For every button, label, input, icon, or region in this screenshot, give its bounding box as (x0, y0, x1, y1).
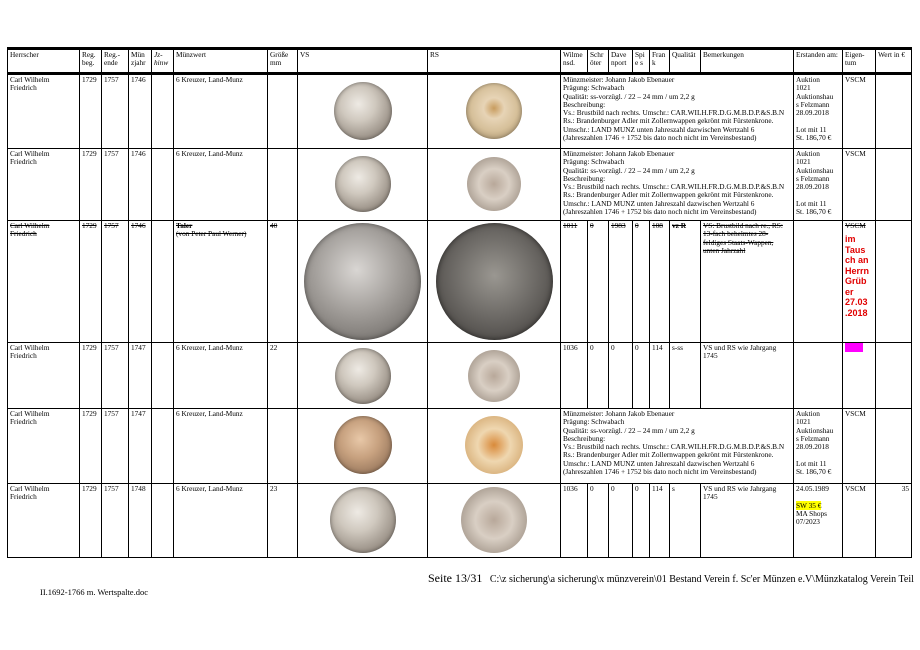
schroeter-cell: 0 (588, 484, 609, 558)
muenzjahr-cell: 1746 (129, 149, 152, 221)
qualitaet-cell: vz R (670, 221, 701, 343)
wilmensd-cell: 1011 (561, 221, 588, 343)
bemerkung-line: (Jahreszahlen 1746 + 1752 bis dato noch nicht im Vereinsbestand) (563, 467, 757, 477)
muenzjahr-cell: 1748 (129, 484, 152, 558)
eigentum-cell: VSCM (843, 74, 876, 149)
frank-cell: 108 (650, 221, 670, 343)
erstanden-line: 07/2023 (796, 517, 820, 527)
col-jz-hinw: Jz-hinw (152, 49, 174, 74)
bemerkung-line: Beschreibung: (563, 173, 606, 183)
muenzwert-cell: 6 Kreuzer, Land-Munz (174, 74, 268, 149)
reg-beg-cell: 1729 (80, 74, 102, 149)
bemerkung-line: Prägung: Schwabach (563, 83, 625, 93)
erstanden-line: 28.09.2018 (796, 442, 829, 452)
rs-image-cell (428, 484, 561, 558)
col-qualitaet: Qualität (670, 49, 701, 74)
col-muenzjahr: Mün zjahr (129, 49, 152, 74)
wert-cell (876, 149, 912, 221)
col-wert: Wert in € (876, 49, 912, 74)
table-row (8, 149, 912, 221)
reg-ende-cell: 1757 (102, 221, 129, 343)
rs-image-cell (428, 74, 561, 149)
header-row (8, 49, 912, 74)
wert-cell (876, 409, 912, 484)
vs-image-cell (298, 149, 428, 221)
erstanden-line: MA Shops (796, 508, 828, 518)
eigentum-label: GDV (846, 343, 862, 352)
erstanden-line: Lot mit 11 (796, 198, 827, 208)
coin-obverse-image (334, 416, 392, 474)
reg-ende-cell: 1757 (102, 484, 129, 558)
tausch-note (845, 234, 873, 318)
schroeter-cell: 0 (588, 343, 609, 409)
col-reg-ende: Reg.-ende (102, 49, 129, 74)
vs-image-cell (298, 343, 428, 409)
wert-cell (876, 221, 912, 343)
table-row (8, 74, 912, 149)
erstanden-line: St. 186,70 € (796, 133, 832, 143)
col-frank: Fran k (650, 49, 670, 74)
bemerkung-line: Rs.: Brandenburger Adler mit Zollernwappen gekrönt mit Fürstenkrone. (563, 116, 774, 126)
reg-beg-cell: 1729 (80, 484, 102, 558)
col-spies: Spie s (633, 49, 650, 74)
bemerkung-line: Beschreibung: (563, 99, 606, 109)
erstanden-line: 1021 (796, 157, 811, 167)
erstanden-cell (794, 74, 843, 149)
bemerkungen-cell (561, 149, 794, 221)
erstanden-line: Auktion (796, 75, 820, 84)
col-rs: RS (428, 49, 561, 74)
bemerkung-line: Prägung: Schwabach (563, 417, 625, 427)
davenport-cell: 0 (609, 343, 633, 409)
herrscher-cell: Carl Wilhelm Friedrich (8, 149, 80, 221)
bemerkungen-cell (561, 409, 794, 484)
spies-cell: 0 (633, 221, 650, 343)
reg-ende-cell: 1757 (102, 343, 129, 409)
groesse-cell (268, 149, 298, 221)
erstanden-line: Lot mit 11 (796, 124, 827, 134)
bemerkung-line: Qualität: ss-vorzügl. / 22 – 24 mm / um 2,2 g (563, 91, 695, 101)
erstanden-line: St. 186,70 € (796, 207, 832, 217)
reg-ende-cell: 1757 (102, 74, 129, 149)
erstanden-line: s Felzmann (796, 173, 830, 183)
erstanden-line: s Felzmann (796, 433, 830, 443)
erstanden-cell (794, 484, 843, 558)
rs-image-cell (428, 149, 561, 221)
muenzwert-cell: 6 Kreuzer, Land-Munz (174, 343, 268, 409)
herrscher-cell: Carl Wilhelm Friedrich (8, 409, 80, 484)
coin-reverse-image (436, 223, 553, 340)
col-erstanden: Erstanden am: (794, 49, 843, 74)
muenzwert-cell: 6 Kreuzer, Land-Munz (174, 409, 268, 484)
bemerkung-line: Münzmeister: Johann Jakob Ebenauer (563, 149, 675, 158)
coin-obverse-image (334, 82, 392, 140)
bemerkungen-cell (561, 74, 794, 149)
vs-image-cell (298, 484, 428, 558)
herrscher-cell: Carl Wilhelm Friedrich (8, 221, 80, 343)
groesse-cell: 23 (268, 484, 298, 558)
file-path: C:\z sicherung\a sicherung\x münzverein\01 Bestand Verein f. Sc'er Münzen e.V\Münzkatalog Verein Teil (489, 574, 914, 585)
coin-reverse-image (468, 350, 520, 402)
reg-ende-cell: 1757 (102, 149, 129, 221)
coin-reverse-image (465, 416, 523, 474)
erstanden-line: 28.09.2018 (796, 108, 829, 118)
col-schroeter: Schr öter (588, 49, 609, 74)
erstanden-cell (794, 343, 843, 409)
tausch-line: Taus (845, 244, 866, 255)
coin-obverse-image (330, 487, 396, 553)
bemerkung-line: Münzmeister: Johann Jakob Ebenauer (563, 409, 675, 418)
schroeter-cell: 0 (588, 221, 609, 343)
frank-cell: 114 (650, 343, 670, 409)
muenzwert-label: Taler (176, 221, 193, 230)
vs-image-cell (298, 221, 428, 343)
coin-obverse-image (335, 156, 391, 212)
muenzjahr-cell: 1747 (129, 343, 152, 409)
bemerkungen-cell: VS und RS wie Jahrgang 1745 (701, 343, 794, 409)
col-reg-beg: Reg. beg. (80, 49, 102, 74)
reg-beg-cell: 1729 (80, 221, 102, 343)
bemerkungen-cell: VS: Brustbild nach re., RS: 13-fach behelmtes 28-feldiges Staats-Wappen, unten Jahrzahl (701, 221, 794, 343)
muenzwert-cell (174, 221, 268, 343)
spies-cell: 0 (633, 343, 650, 409)
erstanden-line: Auktionshau (796, 425, 834, 435)
jz-hinw-cell (152, 149, 174, 221)
reg-ende-cell: 1757 (102, 409, 129, 484)
page-footer (428, 571, 914, 586)
erstanden-line: 28.09.2018 (796, 182, 829, 192)
qualitaet-cell: s (670, 484, 701, 558)
davenport-cell: 0 (609, 484, 633, 558)
rs-image-cell (428, 409, 561, 484)
eigentum-cell (843, 343, 876, 409)
tausch-line: er (845, 286, 854, 297)
tausch-line: ch an (845, 255, 869, 266)
tausch-line: Herrn (845, 265, 870, 276)
herrscher-cell: Carl Wilhelm Friedrich (8, 484, 80, 558)
tausch-line: Grüb (845, 276, 867, 287)
groesse-cell (268, 74, 298, 149)
col-bemerkungen: Bemerkungen (701, 49, 794, 74)
groesse-cell: 22 (268, 343, 298, 409)
erstanden-line: Auktionshau (796, 165, 834, 175)
jz-hinw-cell (152, 343, 174, 409)
col-vs: VS (298, 49, 428, 74)
muenzjahr-cell: 1746 (129, 221, 152, 343)
coin-reverse-image (467, 157, 521, 211)
coin-reverse-image (466, 83, 522, 139)
bemerkung-line: Rs.: Brandenburger Adler mit Zollernwappen gekrönt mit Fürstenkrone. (563, 190, 774, 200)
muenzwert-cell: 6 Kreuzer, Land-Munz (174, 149, 268, 221)
col-herrscher: Herrscher (8, 49, 80, 74)
wert-cell (876, 74, 912, 149)
vs-image-cell (298, 74, 428, 149)
bemerkung-line: Münzmeister: Johann Jakob Ebenauer (563, 75, 675, 84)
col-davenport: Dave nport (609, 49, 633, 74)
reg-beg-cell: 1729 (80, 149, 102, 221)
table-row (8, 484, 912, 558)
bemerkung-line: (Jahreszahlen 1746 + 1752 bis dato noch nicht im Vereinsbestand) (563, 207, 757, 217)
bemerkung-line: Prägung: Schwabach (563, 157, 625, 167)
tausch-line: im (845, 234, 856, 245)
rs-image-cell (428, 343, 561, 409)
herrscher-cell: Carl Wilhelm Friedrich (8, 343, 80, 409)
erstanden-line: St. 186,70 € (796, 467, 832, 477)
page-number: Seite 13/31 (428, 571, 483, 585)
qualitaet-cell: s-ss (670, 343, 701, 409)
eigentum-cell: VSCM (843, 484, 876, 558)
erstanden-line: Auktion (796, 409, 820, 418)
frank-cell: 114 (650, 484, 670, 558)
bemerkung-line: Rs.: Brandenburger Adler mit Zollernwappen gekrönt mit Fürstenkrone. (563, 450, 774, 460)
eigentum-label: VSCM (845, 221, 866, 230)
muenzjahr-cell: 1746 (129, 74, 152, 149)
file-path-continued: II.1692-1766 m. Wertspalte.doc (40, 587, 148, 597)
davenport-cell: 1983 (609, 221, 633, 343)
bemerkung-line: Beschreibung: (563, 433, 606, 443)
col-muenzwert: Münzwert (174, 49, 268, 74)
col-eigentum: Eigen-tum (843, 49, 876, 74)
eigentum-cell (843, 221, 876, 343)
coin-obverse-image (304, 223, 421, 340)
bemerkung-line: Umschr.: LAND MUNZ unten Jahreszahl dazwischen Wertzahl 6 (563, 458, 755, 468)
wert-cell (876, 343, 912, 409)
reg-beg-cell: 1729 (80, 343, 102, 409)
erstanden-cell (794, 221, 843, 343)
spies-cell: 0 (633, 484, 650, 558)
bemerkung-line: Umschr.: LAND MUNZ unten Jahreszahl dazwischen Wertzahl 6 (563, 124, 755, 134)
jz-hinw-cell (152, 74, 174, 149)
erstanden-date: 24.05.1989 (796, 484, 829, 493)
catalog-page (7, 47, 911, 558)
schaetzwert-label: SW 35 € (796, 500, 822, 510)
reg-beg-cell: 1729 (80, 409, 102, 484)
bemerkung-line: Qualität: ss-vorzügl. / 22 – 24 mm / um 2,2 g (563, 165, 695, 175)
table-row (8, 343, 912, 409)
col-groesse: Größe mm (268, 49, 298, 74)
erstanden-line: s Felzmann (796, 99, 830, 109)
herrscher-cell: Carl Wilhelm Friedrich (8, 74, 80, 149)
muenzwert-note: (von Peter Paul Werner) (176, 229, 247, 239)
erstanden-cell (794, 409, 843, 484)
eigentum-cell: VSCM (843, 409, 876, 484)
jz-hinw-cell (152, 221, 174, 343)
tausch-line: .2018 (845, 307, 868, 318)
erstanden-line: Auktionshau (796, 91, 834, 101)
erstanden-cell (794, 149, 843, 221)
bemerkungen-cell: VS und RS wie Jahrgang 1745 (701, 484, 794, 558)
wilmensd-cell: 1036 (561, 343, 588, 409)
bemerkung-line: Vs.: Brustbild nach rechts. Umschr.: CAR.WILH.FR.D.G.M.B.D.P.&S.B.N (563, 108, 785, 118)
coin-obverse-image (335, 348, 391, 404)
bemerkung-line: Umschr.: LAND MUNZ unten Jahreszahl dazwischen Wertzahl 6 (563, 198, 755, 208)
erstanden-line: Lot mit 11 (796, 458, 827, 468)
tausch-line: 27.03 (845, 297, 868, 308)
rs-image-cell (428, 221, 561, 343)
muenzwert-cell: 6 Kreuzer, Land-Munz (174, 484, 268, 558)
coin-reverse-image (461, 487, 527, 553)
coin-catalog-table (7, 47, 912, 558)
col-wilmensd: Wilme nsd. (561, 49, 588, 74)
jz-hinw-cell (152, 409, 174, 484)
muenzjahr-cell: 1747 (129, 409, 152, 484)
groesse-cell: 40 (268, 221, 298, 343)
bemerkung-line: Vs.: Brustbild nach rechts. Umschr.: CAR.WILH.FR.D.G.M.B.D.P.&S.B.N (563, 182, 785, 192)
erstanden-line: 1021 (796, 83, 811, 93)
bemerkung-line: (Jahreszahlen 1746 + 1752 bis dato noch nicht im Vereinsbestand) (563, 133, 757, 143)
erstanden-line: 1021 (796, 417, 811, 427)
table-row (8, 409, 912, 484)
wert-cell: 35 (876, 484, 912, 558)
bemerkung-line: Qualität: ss-vorzügl. / 22 – 24 mm / um 2,2 g (563, 425, 695, 435)
vs-image-cell (298, 409, 428, 484)
wilmensd-cell: 1036 (561, 484, 588, 558)
erstanden-line: Auktion (796, 149, 820, 158)
table-row (8, 221, 912, 343)
groesse-cell (268, 409, 298, 484)
bemerkung-line: Vs.: Brustbild nach rechts. Umschr.: CAR.WILH.FR.D.G.M.B.D.P.&S.B.N (563, 442, 785, 452)
eigentum-cell: VSCM (843, 149, 876, 221)
jz-hinw-cell (152, 484, 174, 558)
